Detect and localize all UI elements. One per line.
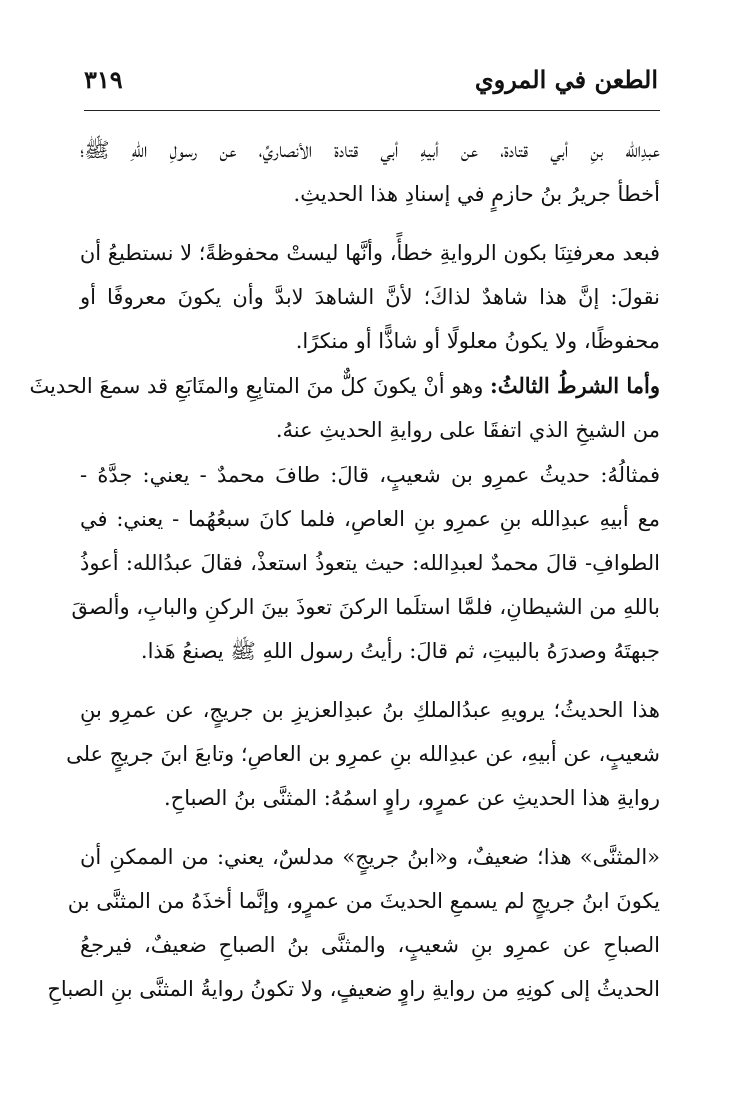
text-span: وهو أنْ يكونَ كلٌّ منَ المتابِعِ والمتَابَعِ قد سمعَ الحديثَ: [29, 374, 484, 398]
text-line: الطوافِ- قالَ محمدٌ لعبدِالله: حيث يتعوذُ استعذْ، فقالَ عبدُالله: أعوذُ: [80, 551, 660, 575]
text-line: من الشيخِ الذي اتفقَا على روايةِ الحديثِ عنهُ.: [275, 418, 660, 442]
text-line: روايةِ هذا الحديثِ عن عمرٍو، راوٍ اسمُهُ: المثنَّى بنُ الصباحِ.: [163, 786, 660, 810]
text-line: الصباحِ عن عمرِو بنِ شعيبٍ، والمثنَّى بنُ الصباحِ ضعيفٌ، فيرجعُ: [80, 933, 660, 957]
text-line: يكونَ ابنُ جريجٍ لم يسمعِ الحديثَ من عمرٍو، وإنَّما أخذَهُ من المثنَّى بن: [67, 889, 660, 913]
text-line: مع أبيهِ عبدِالله بنِ عمرِو بنِ العاصِ، فلما كانَ سبعُهُما - يعني: في: [80, 507, 660, 531]
text-line: فبعد معرفتِنَا بكون الروايةِ خطأً، وأنَّها ليستْ محفوظةً؛ لا نستطيعُ أن: [79, 241, 660, 265]
text-line: هذا الحديثُ؛ يرويهِ عبدُالملكِ بنُ عبدِالعزيزِ بن جريجٍ، عن عمرِو بنِ: [80, 698, 660, 722]
text-line: نقولَ: إنَّ هذا شاهدٌ لذاكَ؛ لأنَّ الشاهدَ لابدَّ وأن يكونَ معروفًا أو: [80, 285, 660, 309]
text-line: جبهتَهُ وصدرَهُ بالبيتِ، ثم قالَ: رأيتُ رسول اللهِ ﷺ يصنعُ هَذا.: [140, 639, 660, 663]
header-divider: [84, 110, 660, 111]
text-line: محفوظًا، ولا يكونُ معلولًا أو شاذًّا أو منكرًا.: [295, 329, 660, 353]
page-header: [84, 58, 658, 108]
section-heading: وأما الشرطُ الثالثُ:: [490, 373, 660, 398]
text-line: باللهِ من الشيطانِ، فلمَّا استلَما الركنَ تعوذَ بينَ الركنِ والبابِ، وألصقَ: [71, 595, 660, 619]
text-line: شعيبٍ، عن أبيهِ، عن عبدِالله بنِ عمرِو بن العاصِ؛ وتابعَ ابنَ جريجٍ على: [66, 742, 660, 766]
running-title: الطعن في المروي: [474, 65, 658, 94]
text-line: أخطأ جريرُ بنُ حازمٍ في إسنادِ هذا الحديثِ.: [293, 182, 660, 206]
text-line: عبدِالله بنِ أبي قتادة، عن أبيهِ أبي قتادة الأنصاريِّ، عن رسولِ اللهِ ﷺ؛: [80, 138, 660, 162]
page-body: [29, 120, 660, 1001]
text-line: «المثنَّى» هذا؛ ضعيفٌ، و«ابنُ جريجٍ» مدلسٌ، يعني: من الممكنِ أن: [80, 845, 660, 869]
text-line: فمثالُهُ: حديثُ عمرِو بن شعيبٍ، قالَ: طافَ محمدٌ - يعني: جدَّهُ -: [80, 463, 660, 487]
text-line: [29, 364, 660, 408]
text-line: الحديثُ إلى كونِهِ من روايةِ راوٍ ضعيفٍ، ولا تكونُ روايةُ المثنَّى بنِ الصباحِ: [47, 977, 660, 1001]
page-number: ٣١٩: [84, 65, 123, 94]
